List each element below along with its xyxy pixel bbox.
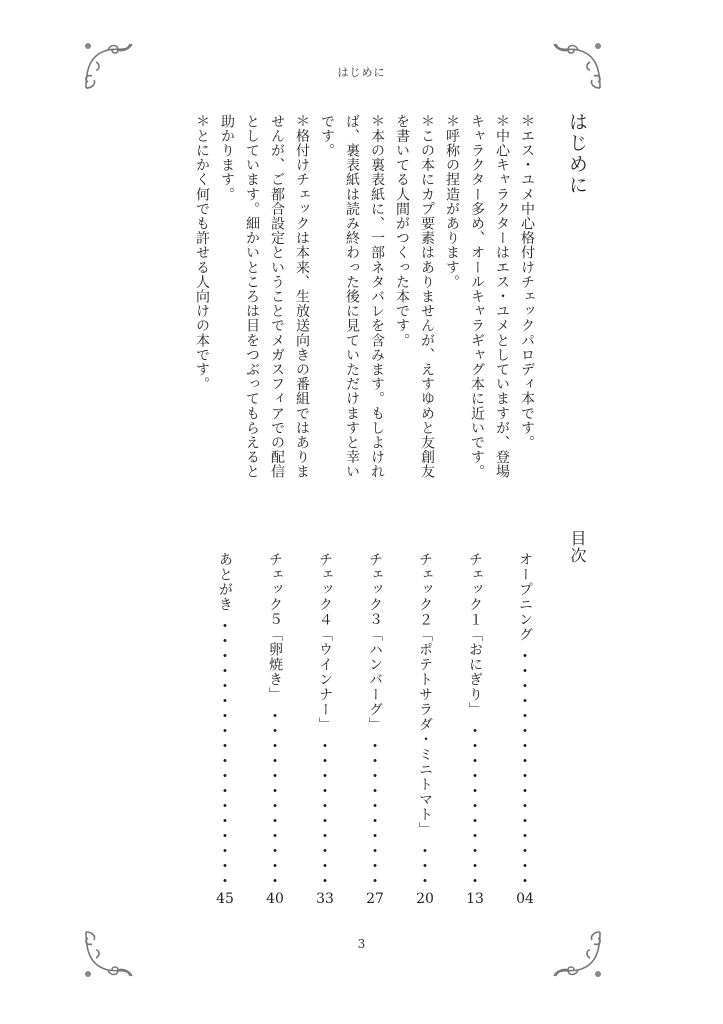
intro-line: 助かります。 bbox=[219, 114, 235, 202]
toc-entry-label: チェック２「ポテトサラダ・ミニトマト」 bbox=[417, 552, 433, 837]
toc-entry-label: チェック１「おにぎり」 bbox=[467, 552, 483, 717]
toc-entry bbox=[263, 552, 287, 907]
dot-leader bbox=[472, 723, 478, 887]
intro-line: ＊本の裏表紙に、一部ネタバレを含みます。もしよけれ bbox=[369, 114, 385, 479]
toc-entry-label: オープニング bbox=[517, 552, 533, 642]
running-head: はじめに bbox=[337, 66, 386, 79]
corner-ornament-icon bbox=[78, 924, 138, 984]
toc-entry bbox=[513, 552, 537, 907]
toc-entry-page: 33 bbox=[316, 891, 334, 907]
toc-entry bbox=[363, 552, 387, 907]
intro-line: ＊この本にカプ要素はありませんが、えすゆめと友創友 bbox=[419, 114, 435, 479]
toc-entry-page: 20 bbox=[416, 891, 434, 907]
page-number: 3 bbox=[357, 937, 366, 951]
intro-line: せんが、ご都合設定ということでメガスフィアでの配信 bbox=[269, 114, 285, 479]
toc-entry bbox=[413, 552, 437, 907]
toc-entry-label: チェック４「ウインナー」 bbox=[317, 552, 333, 732]
toc-entry-page: 27 bbox=[366, 891, 384, 907]
toc-entry-label: あとがき bbox=[217, 552, 233, 612]
intro-line: ＊中心キャラクターはエス・ユメとしていますが、登場 bbox=[494, 114, 510, 479]
intro-line: ＊呼称の捏造があります。 bbox=[444, 114, 460, 290]
toc-entry-page: 13 bbox=[466, 891, 484, 907]
dot-leader bbox=[322, 738, 328, 887]
toc-entry-label: チェック３「ハンバーグ」 bbox=[367, 552, 383, 732]
intro-line: としています。細かいところは目をつぶってもらえると bbox=[244, 114, 260, 479]
corner-ornament-icon bbox=[548, 36, 608, 96]
toc-title: 目次 bbox=[568, 530, 587, 564]
dot-leader bbox=[422, 843, 428, 887]
toc-entry bbox=[463, 552, 487, 907]
toc-entry-label: チェック５「卵焼き」 bbox=[267, 552, 283, 702]
toc-entry bbox=[313, 552, 337, 907]
toc-entry-page: 40 bbox=[266, 891, 284, 907]
dot-leader bbox=[372, 738, 378, 887]
intro-line: キャラクター多め、オールキャラギャグ本に近いです。 bbox=[469, 114, 485, 479]
intro-title: はじめに bbox=[566, 112, 588, 196]
corner-ornament-icon bbox=[78, 36, 138, 96]
intro-line: ＊格付けチェックは本来、生放送向きの番組ではありま bbox=[294, 114, 310, 479]
toc-entry-page: 45 bbox=[216, 891, 234, 907]
intro-line: です。 bbox=[319, 114, 335, 158]
intro-line: ＊とにかく何でも許せる人向けの本です。 bbox=[194, 114, 210, 392]
intro-line: ＊エス・ユメ中心格付けチェックパロディ本です。 bbox=[519, 114, 535, 450]
corner-ornament-icon bbox=[548, 924, 608, 984]
toc-entry-page: 04 bbox=[516, 891, 534, 907]
dot-leader bbox=[522, 648, 528, 887]
dot-leader bbox=[272, 708, 278, 887]
toc-entry bbox=[213, 552, 237, 907]
dot-leader bbox=[222, 618, 228, 887]
intro-line: を書いてる人間がつくった本です。 bbox=[394, 114, 410, 348]
intro-line: ば、裏表紙は読み終わった後に見ていただけますと幸い bbox=[344, 114, 360, 479]
